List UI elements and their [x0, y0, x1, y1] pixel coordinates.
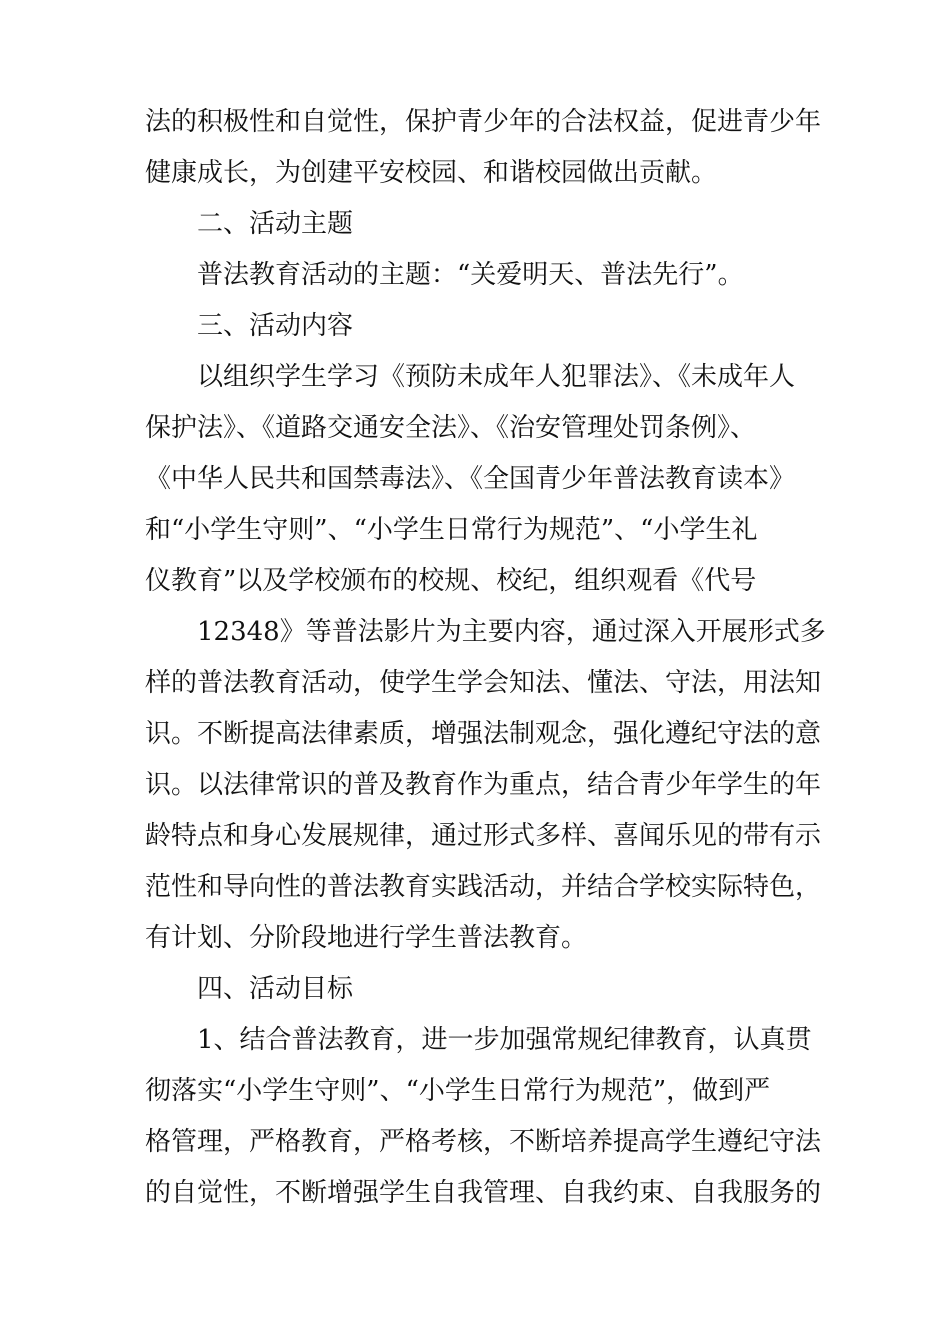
document-text-line: 范性和导向性的普法教育实践活动，并结合学校实际特色， [145, 872, 822, 902]
document-text-line: 《中华人民共和国禁毒法》、《全国青少年普法教育读本》 [145, 464, 796, 494]
document-text-line: 识。以法律常识的普及教育作为重点，结合青少年学生的年 [145, 770, 822, 800]
document-text-line: 保护法》、《道路交通安全法》、《治安管理处罚条例》、 [145, 413, 757, 443]
document-text-line: 仪教育”以及学校颁布的校规、校纪，组织观看《代号 [145, 566, 757, 596]
document-body [145, 97, 826, 1219]
document-text-line: 1、结合普法教育，进一步加强常规纪律教育，认真贯 [197, 1025, 812, 1055]
document-text-line: 龄特点和身心发展规律，通过形式多样、喜闻乐见的带有示 [145, 821, 822, 851]
document-text-line: 彻落实“小学生守则”、“小学生日常行为规范”，做到严 [145, 1076, 771, 1106]
document-text-line: 有计划、分阶段地进行学生普法教育。 [145, 923, 588, 953]
document-text-line: 格管理，严格教育，严格考核，不断培养提高学生遵纪守法 [145, 1127, 822, 1157]
document-text-line: 样的普法教育活动，使学生学会知法、懂法、守法，用法知 [145, 668, 822, 698]
document-text-line: 普法教育活动的主题：“关爱明天、普法先行”。 [197, 260, 744, 290]
document-text-line: 的自觉性，不断增强学生自我管理、自我约束、自我服务的 [145, 1178, 822, 1208]
document-text-line: 二、活动主题 [197, 209, 354, 239]
document-text-line: 健康成长，为创建平安校园、和谐校园做出贡献。 [145, 158, 718, 188]
document-text-line: 和“小学生守则”、“小学生日常行为规范”、“小学生礼 [145, 515, 758, 545]
document-text-line: 法的积极性和自觉性，保护青少年的合法权益，促进青少年 [145, 107, 822, 137]
document-text-line: 三、活动内容 [197, 311, 354, 341]
document-text-line: 识。不断提高法律素质，增强法制观念，强化遵纪守法的意 [145, 719, 822, 749]
document-text-line: 以组织学生学习《预防未成年人犯罪法》、《未成年人 [197, 362, 796, 392]
document-text-line: 四、活动目标 [197, 974, 354, 1004]
document-text-line: 12348》等普法影片为主要内容，通过深入开展形式多 [197, 617, 826, 647]
